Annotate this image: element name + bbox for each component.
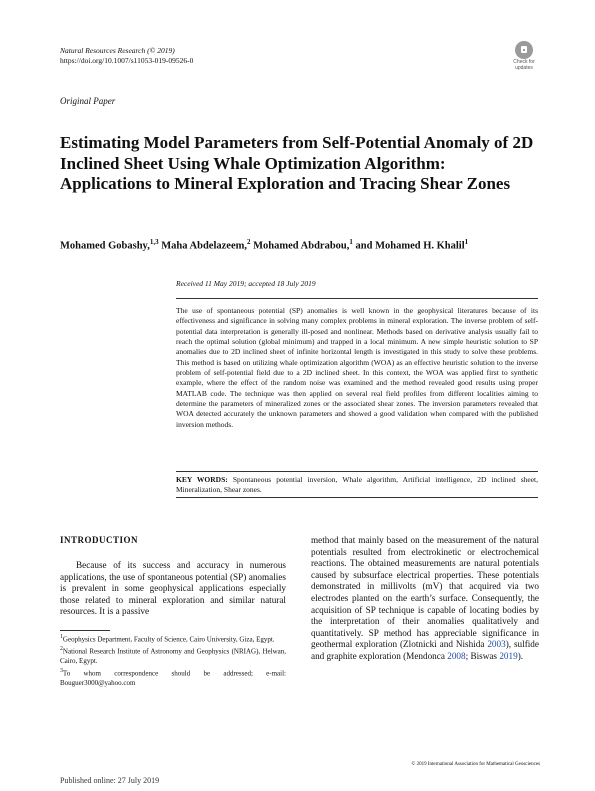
author-name: Mohamed Gobashy, bbox=[60, 240, 150, 252]
citation-link[interactable]: 2008 bbox=[447, 650, 466, 661]
keywords-list: Spontaneous potential inversion, Whale algorithm, Artificial intelligence, 2D inclined sheet, Mineralization, Shear zones. bbox=[176, 475, 538, 494]
author-affiliation: 1,3 bbox=[149, 238, 159, 246]
doi-link[interactable]: https://doi.org/10.1007/s11053-019-09526-0 bbox=[60, 56, 194, 65]
published-date: Published online: 27 July 2019 bbox=[60, 776, 160, 785]
abstract-top-rule bbox=[176, 298, 538, 299]
intro-text: ). bbox=[517, 650, 524, 661]
footnote-mark: 2 bbox=[60, 646, 63, 653]
author-affiliation: 1 bbox=[464, 238, 469, 246]
intro-paragraph-right bbox=[311, 535, 539, 663]
intro-text: method that mainly based on the measurement of the natural potentials resulted from electrokinetic or electrochemical reactions. The obtained measurements are natural potentials caused by subsurface electrical properties. These potentials demonstrated in millivolts (mV) that acquired via two electrodes planted on the earth’s surface. Consequently, the acquisition of SP technique is capable of locating bodies by the interpretation of their anomalies qualitatively and quantitatively. SP method has appreciable significance in geothermal exploration (Zlotnicki and Nishida bbox=[311, 535, 539, 650]
badge-line1: Check for bbox=[513, 59, 535, 65]
footnote-text: National Research Institute of Astronomy and Geophysics (NRIAG), Helwan, Cairo, Egypt. bbox=[60, 647, 286, 666]
author-list bbox=[60, 238, 550, 252]
intro-text: ), sulfide and graphite exploration (Mendonca bbox=[311, 639, 539, 661]
footnote-text: Geophysics Department, Faculty of Science, Cairo University, Giza, Egypt. bbox=[62, 635, 275, 644]
article-category: Original Paper bbox=[60, 96, 116, 106]
abstract-text: The use of spontaneous potential (SP) anomalies is well known in the geophysical literatures because of its effectiveness and significance in solving many complex problems in mineral exploration. The inverse problem of self-potential data interpretation is generally ill-posed and nonlinear. Methods based on derivative analysis usually fail to reach the optimal solution (global minimum) and trapped in a local minimum. A new simple heuristic solution to SP anomalies due to 2D inclined sheet of infinite horizontal length is investigated in this study to solve these problems. This method is based on utilizing whale optimization algorithm (WOA) as an effective heuristic solution to the inverse problem of self-potential field due to a 2D inclined sheet. In this context, the WOA was applied first to synthetic example, where the effect of the random noise was examined and the method revealed good results using proper MATLAB code. The technique was then applied on several real field profiles from different localities aiming to determine the parameters of mineralized zones or the associated shear zones. The inversion parameters revealed that WOA detected accurately the unknown parameters and showed a good validation when compared with the published inversion methods. bbox=[176, 306, 538, 429]
intro-text: ; Biswas bbox=[465, 650, 500, 661]
paper-title: Estimating Model Parameters from Self-Potential Anomaly of 2D Inclined Sheet Using Whale Optimization Algorithm: Applications to Mineral Exploration and Tracing Shear Zones bbox=[60, 133, 534, 193]
keywords-label: KEY WORDS: bbox=[176, 475, 228, 484]
keywords-bottom-rule bbox=[176, 497, 538, 498]
footnote bbox=[60, 645, 286, 667]
author-name: Mohamed Abdrabou, bbox=[250, 240, 350, 252]
keywords bbox=[176, 475, 538, 495]
section-heading: INTRODUCTION bbox=[60, 535, 139, 545]
footnote bbox=[60, 633, 286, 645]
received-dates: Received 11 May 2019; accepted 18 July 2019 bbox=[176, 279, 316, 288]
abstract-bottom-rule bbox=[176, 471, 538, 472]
footnotes bbox=[60, 633, 286, 689]
citation-link[interactable]: 2003 bbox=[487, 639, 506, 650]
footnote-mark: 3 bbox=[60, 667, 63, 674]
intro-paragraph-left: Because of its success and accuracy in numerous applications, the use of spontaneous potential (SP) anomalies is prevalent in some geophysical applications especially those related to mineral exploration and similar natural resources. It is a passive bbox=[60, 560, 286, 617]
author-affiliation: 1 bbox=[349, 238, 353, 246]
bookmark-icon bbox=[515, 41, 533, 59]
journal-name: Natural Resources Research (© 2019) bbox=[60, 46, 175, 55]
footnote-text: To whom correspondence should be addressed; e-mail: Bouguer3000@yahoo.com bbox=[60, 669, 286, 687]
author-affiliation: 2 bbox=[246, 238, 251, 246]
check-for-updates-badge[interactable] bbox=[507, 41, 541, 77]
author-name: and Mohamed H. Khalil bbox=[352, 240, 465, 252]
footnote-mark: 1 bbox=[60, 634, 63, 640]
citation-link[interactable]: 2019 bbox=[499, 650, 518, 661]
author-name: Maha Abdelazeem, bbox=[158, 240, 247, 252]
footnote-rule bbox=[60, 630, 110, 631]
copyright-notice: © 2019 International Association for Mathematical Geosciences bbox=[411, 762, 540, 767]
footnote bbox=[60, 667, 286, 689]
badge-line2: updates bbox=[515, 65, 533, 71]
